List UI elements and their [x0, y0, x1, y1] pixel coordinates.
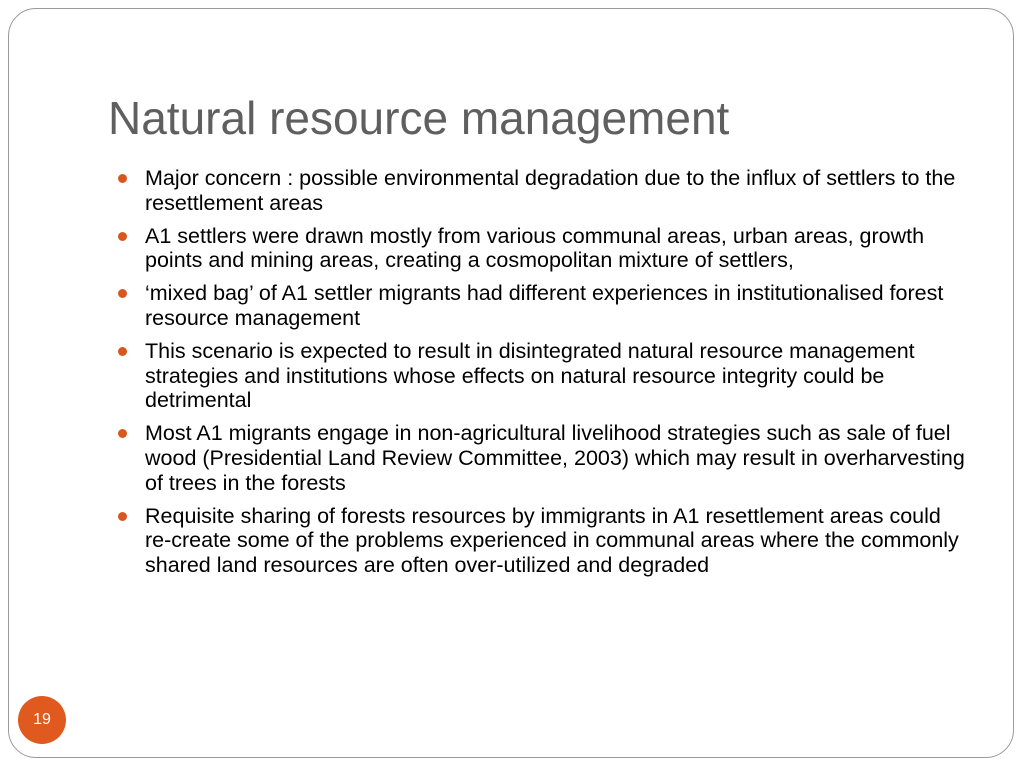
- bullet-item: [118, 224, 968, 273]
- bullet-item: [118, 166, 968, 215]
- bullet-text: ‘mixed bag’ of A1 settler migrants had different experiences in institutionalised forest resource management: [145, 281, 944, 330]
- bullet-text: A1 settlers were drawn mostly from various communal areas, urban areas, growth points and mining areas, creating a cosmopolitan mixture of settlers,: [145, 223, 925, 273]
- bullet-marker-icon: [118, 232, 127, 241]
- bullet-text: Major concern : possible environmental degradation due to the influx of settlers to the resettlement areas: [145, 166, 956, 215]
- bullet-marker-icon: [118, 289, 127, 298]
- bullet-marker-icon: [118, 429, 127, 438]
- bullet-item: [118, 421, 968, 495]
- bullet-list: [118, 166, 968, 586]
- page-number-badge: 19: [18, 696, 66, 744]
- bullet-text: Requisite sharing of forests resources by immigrants in A1 resettlement areas could re-create some of the problems experienced in communal areas where the commonly shared land resources are often over-utilized and degraded: [145, 503, 959, 577]
- bullet-marker-icon: [118, 174, 127, 183]
- bullet-item: [118, 281, 968, 330]
- bullet-text: Most A1 migrants engage in non-agricultural livelihood strategies such as sale of fuel wood (Presidential Land Review Committee, 2003) which may result in overharvesting of trees in the forests: [145, 421, 965, 495]
- bullet-item: [118, 339, 968, 413]
- bullet-text: This scenario is expected to result in disintegrated natural resource management strategies and institutions whose effects on natural resource integrity could be detrimental: [145, 339, 915, 413]
- bullet-item: [118, 504, 968, 578]
- bullet-marker-icon: [118, 347, 127, 356]
- slide-title: Natural resource management: [108, 92, 730, 144]
- bullet-marker-icon: [118, 512, 127, 521]
